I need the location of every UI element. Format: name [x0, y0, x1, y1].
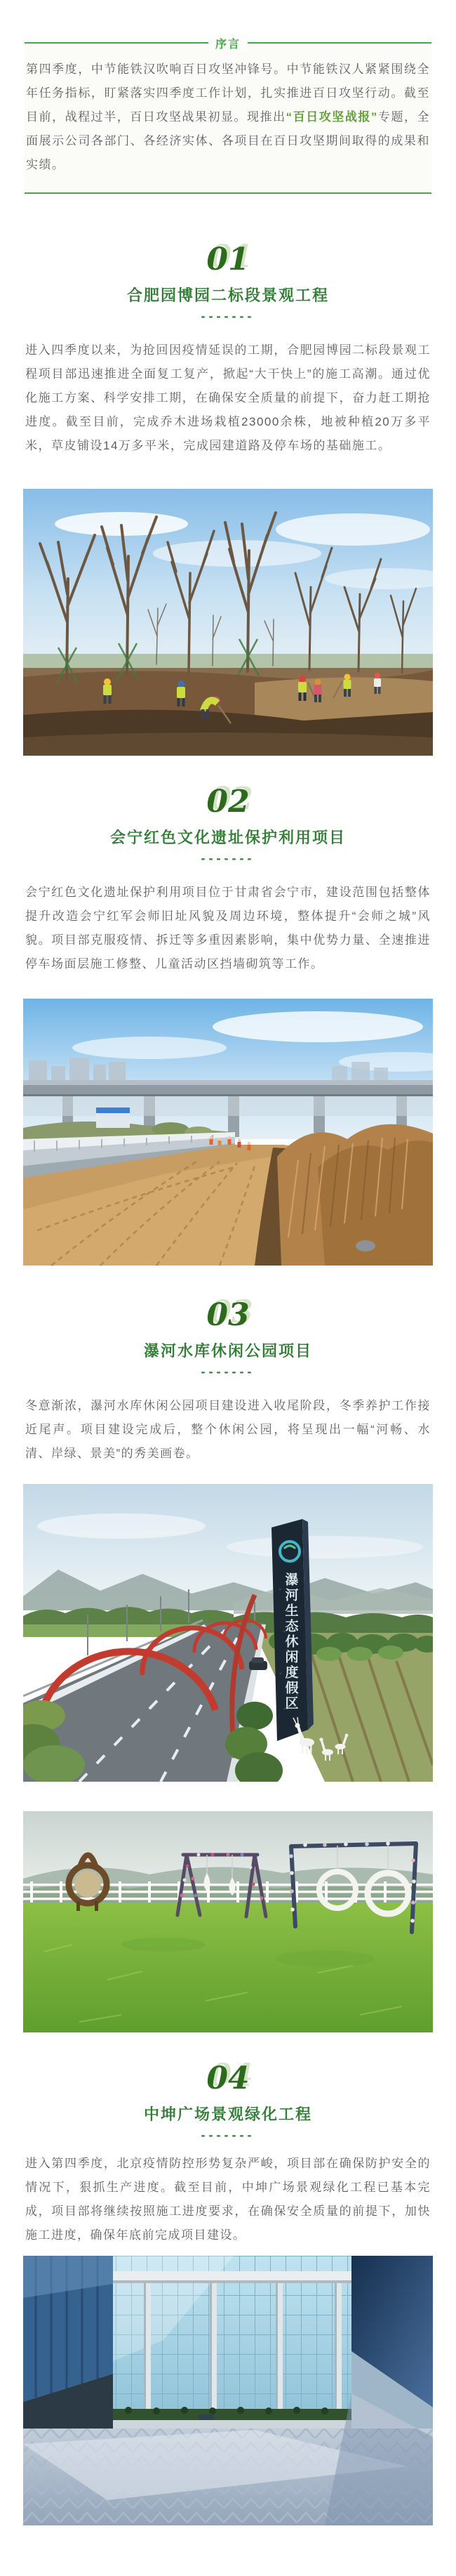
preface-section: [0, 39, 456, 194]
photo-construction-site-bridge: [23, 999, 433, 1269]
section-divider: -------: [201, 309, 255, 323]
section-puhe-park: [0, 1297, 456, 2032]
earth-mound: [277, 1124, 433, 1266]
section-divider: -------: [201, 1365, 255, 1379]
section-title: 会宁红色文化遗址保护利用项目: [109, 829, 346, 846]
preface-highlight: “百日攻坚战报”: [286, 110, 378, 124]
lawn: [23, 1903, 433, 2032]
section-huining-heritage: [0, 784, 456, 1269]
monument-sign-text: 瀑河生态休闲度假区: [283, 1572, 298, 1711]
section-paragraph: 进入四季度以来，为抢回因疫情延误的工期，合肥园博园二标段景观工程项目部迅速推进全面复工复产，掀起“大干快上”的施工高潮。通过优化施工方案、科学安排工期，在确保安全质量的前提下，奋力赶工期抢进度。截至目前，完成乔木进场栽植23000余株，地被种植20万多平米，草皮铺设14万多平米，完成园建道路及停车场的基础施工。: [25, 343, 431, 452]
hedge-planter: [113, 2407, 351, 2429]
left-glass-tower: [23, 2256, 113, 2445]
section-divider: -------: [201, 2128, 255, 2142]
section-title: 合肥园博园二标段景观工程: [126, 287, 329, 304]
preface-box: [25, 39, 431, 194]
ground: [23, 654, 433, 756]
section-number: 01: [206, 242, 250, 277]
monument-sign: [271, 1519, 314, 1741]
section-number: 04: [206, 2061, 250, 2096]
preface-label: 序言: [208, 35, 248, 51]
preface-text-before: 第四季度，中节能铁汉吹响百日攻坚冲锋号。中节能铁汉人紧紧围绕全年任务指标，盯紧落实四季度工作计划，扎实推进百日攻坚行动。截至目前，战程过半，百日攻坚战果初显。现推出: [26, 63, 430, 124]
site-shed: [96, 1108, 130, 1128]
photo-workers-planting-trees: [23, 489, 433, 756]
section-title: 中坤广场景观绿化工程: [143, 2105, 312, 2123]
preface-paragraph: [26, 58, 430, 177]
section-paragraph: 进入第四季度，北京疫情防控形势复杂严峻，项目部在确保防护安全的情况下，狠抓生产进度。截至目前，中坤广场景观绿化工程已基本完成，项目部将继续按照施工进度要求，在确保安全质量的前提下，加快施工进度，确保年底前完成项目建设。: [25, 2157, 431, 2242]
section-paragraph: 冬意渐浓，瀑河水库休闲公园项目建设进入收尾阶段，冬季养护工作接近尾声。项目建设完成后，整个休闲公园，将呈现出一幅“河畅、水清、岸绿、景美”的秀美画卷。: [25, 1399, 431, 1460]
section-divider: -------: [201, 851, 255, 865]
section-hefei-landscape: [0, 244, 456, 756]
section-paragraph: 会宁红色文化遗址保护利用项目位于甘肃省会宁市，建设范围包括整体提升改造会宁红军会师旧址风貌及周边环境，整体提升“会师之城”风貌。项目部克服疫情、拆迁等多重因素影响，集中优势力量、全速推进停车场面层施工修整、儿童活动区挡墙砌筑等工作。: [25, 886, 431, 971]
section-number: 02: [206, 784, 250, 820]
photo-glass-building-plaza: [23, 2256, 433, 2525]
section-number: 03: [206, 1297, 250, 1333]
photo-scenic-road-monument: [23, 1484, 433, 1782]
preface-text-after: 专题，全面展示公司各部门、各经济实体、各项目在百日攻坚期间取得的成果和实绩。: [26, 110, 431, 171]
sky: [23, 489, 433, 675]
photo-lawn-swings: [23, 1811, 433, 2032]
section-zhongkun-plaza: [0, 2063, 456, 2525]
section-title: 瀑河水库休闲公园项目: [143, 1342, 312, 1360]
